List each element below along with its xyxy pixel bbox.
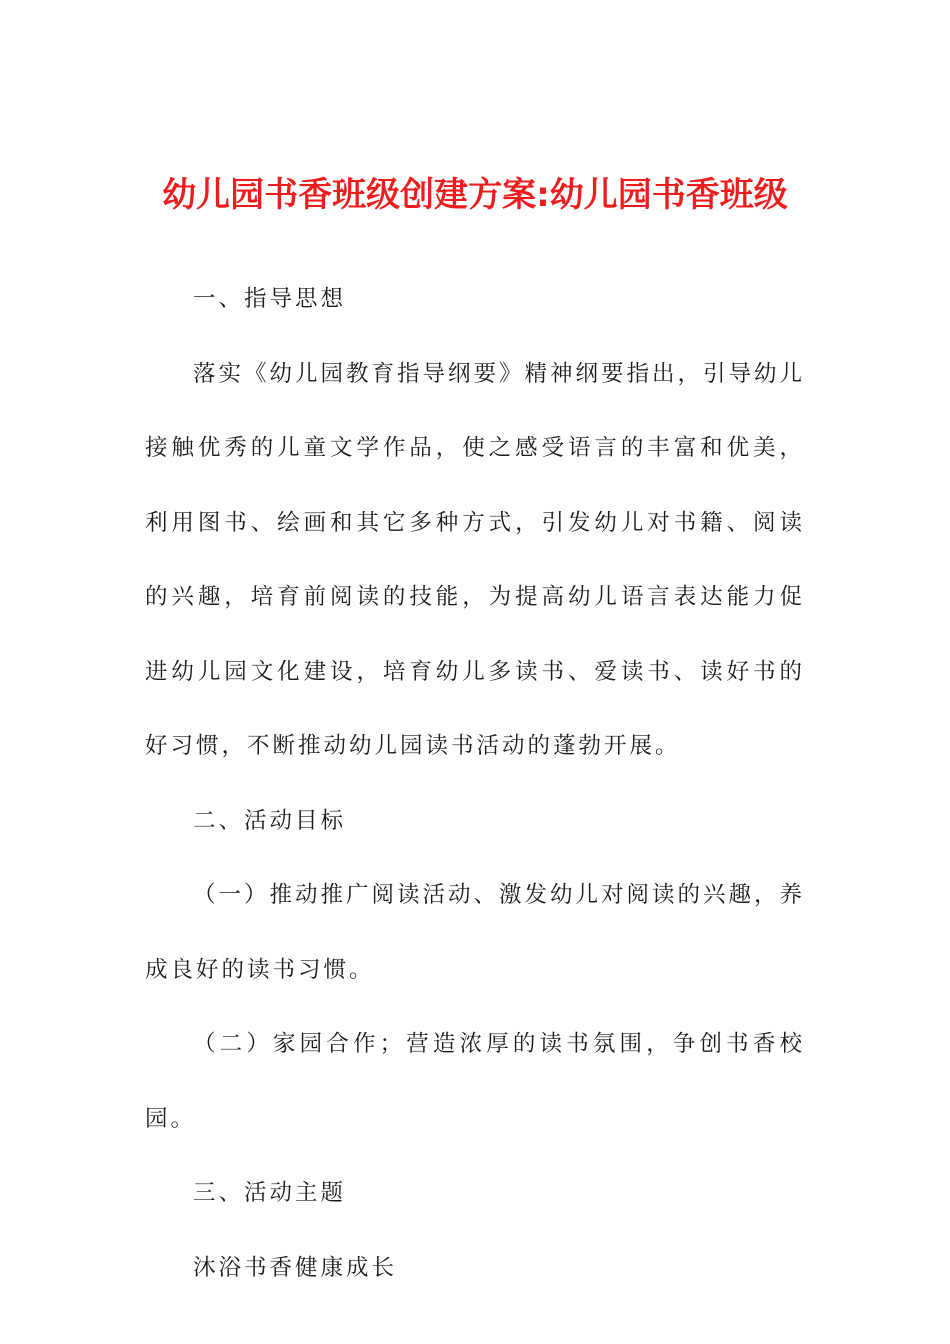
section-heading-guiding: 一、指导思想 — [193, 286, 347, 312]
paragraph-guiding: 落实《幼儿园教育指导纲要》精神纲要指出，引导幼儿接触优秀的儿童文学作品，使之感受语言的丰富和优美，利用图书、绘画和其它多种方式，引发幼儿对书籍、阅读的兴趣，培育前阅读的技能，为提高幼儿语言表达能力促进幼儿园文化建设，培育幼儿多读书、爱读书、读好书的好习惯，不断推动幼儿园读书活动的蓬勃开展。 — [145, 360, 806, 759]
paragraph-goal-2: （二）家园合作；营造浓厚的读书氛围，争创书香校园。 — [145, 1031, 805, 1132]
section-heading-goals: 二、活动目标 — [193, 807, 347, 834]
paragraph-goal-1: （一）推动推广阅读活动、激发幼儿对阅读的兴趣，养成良好的读书习惯。 — [145, 882, 806, 983]
section-heading-theme: 三、活动主题 — [193, 1180, 347, 1206]
paragraph-theme: 沐浴书香健康成长 — [193, 1254, 398, 1281]
document-title: 幼儿园书香班级创建方案:幼儿园书香班级 — [162, 174, 788, 215]
document-body — [145, 262, 805, 1305]
